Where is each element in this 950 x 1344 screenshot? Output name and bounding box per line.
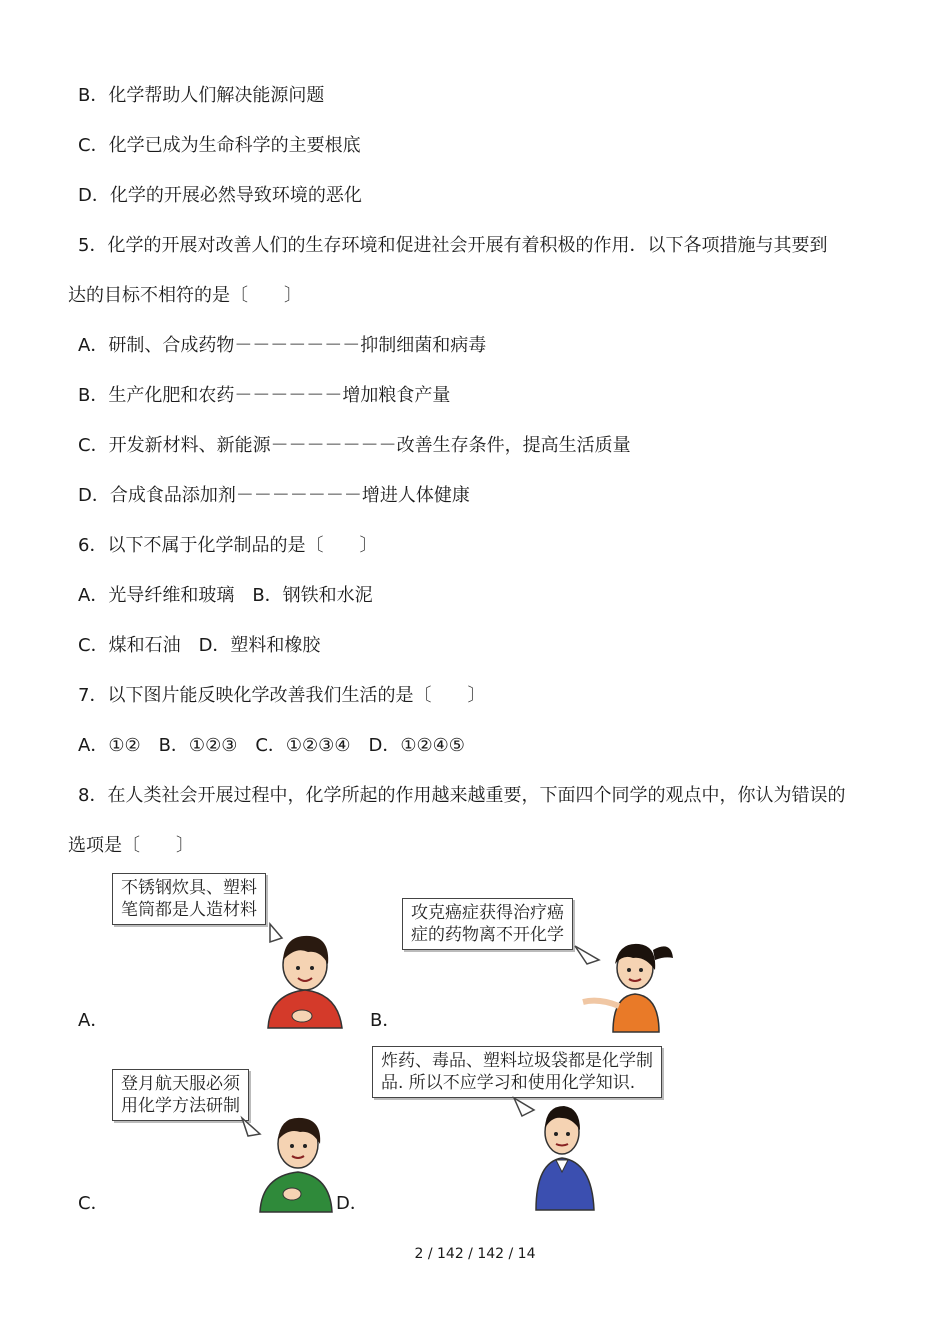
q7-stem: 7．以下图片能反映化学改善我们生活的是〔 〕: [78, 685, 486, 706]
q8-stem-line2: 选项是〔 〕: [68, 835, 194, 856]
q4-option-d: D．化学的开展必然导致环境的恶化: [78, 185, 362, 206]
q6-options-ab: A．光导纤维和玻璃 B．钢铁和水泥: [78, 585, 373, 606]
figure-b-label: B．: [370, 1010, 401, 1031]
figure-d-cartoon-man: [500, 1096, 620, 1212]
q5-option-b: B．生产化肥和农药－－－－－－增加粮食产量: [78, 385, 451, 406]
q5-stem-line2: 达的目标不相符的是〔 〕: [68, 285, 302, 306]
q4-option-b: B．化学帮助人们解决能源问题: [78, 85, 325, 106]
q5-option-c: C．开发新材料、新能源－－－－－－－改善生存条件，提高生活质量: [78, 435, 631, 456]
q5-stem-line1: 5．化学的开展对改善人们的生存环境和促进社会开展有着积极的作用．以下各项措施与其要到: [78, 235, 828, 256]
figure-d-bubble: [372, 1046, 662, 1098]
figure-a-bubble: [112, 873, 266, 925]
figure-c-bubble-text: 登月航天服必须 用化学方法研制: [121, 1074, 240, 1116]
figure-b-bubble: [402, 898, 573, 950]
q8-stem-line1: 8．在人类社会开展过程中，化学所起的作用越来越重要，下面四个同学的观点中，你认为错误的: [78, 785, 846, 806]
q5-option-d: D．合成食品添加剂－－－－－－－增进人体健康: [78, 485, 470, 506]
page-footer: 2 / 142 / 142 / 14: [414, 1246, 536, 1262]
figure-b-bubble-text: 攻克癌症获得治疗癌 症的药物离不开化学: [411, 903, 564, 945]
q5-option-a: A．研制、合成药物－－－－－－－抑制细菌和病毒: [78, 335, 487, 356]
figure-c-label: C．: [78, 1193, 109, 1214]
q6-options-cd: C．煤和石油 D．塑料和橡胶: [78, 635, 321, 656]
figure-a-cartoon-boy: [230, 920, 350, 1030]
figure-d-bubble-text: 炸药、毒品、塑料垃圾袋都是化学制 品. 所以不应学习和使用化学知识.: [381, 1051, 653, 1093]
q4-option-c: C．化学已成为生命科学的主要根底: [78, 135, 361, 156]
figure-b-cartoon-girl: [555, 946, 685, 1032]
figure-c-cartoon-boy: [220, 1114, 340, 1214]
figure-d-label: D．: [336, 1193, 368, 1214]
figure-a-bubble-text: 不锈钢炊具、塑料 笔筒都是人造材料: [121, 878, 257, 920]
figure-a-label: A．: [78, 1010, 109, 1031]
q6-stem: 6．以下不属于化学制品的是〔 〕: [78, 535, 378, 556]
q7-options: A．①② B．①②③ C．①②③④ D．①②④⑤: [78, 735, 465, 756]
